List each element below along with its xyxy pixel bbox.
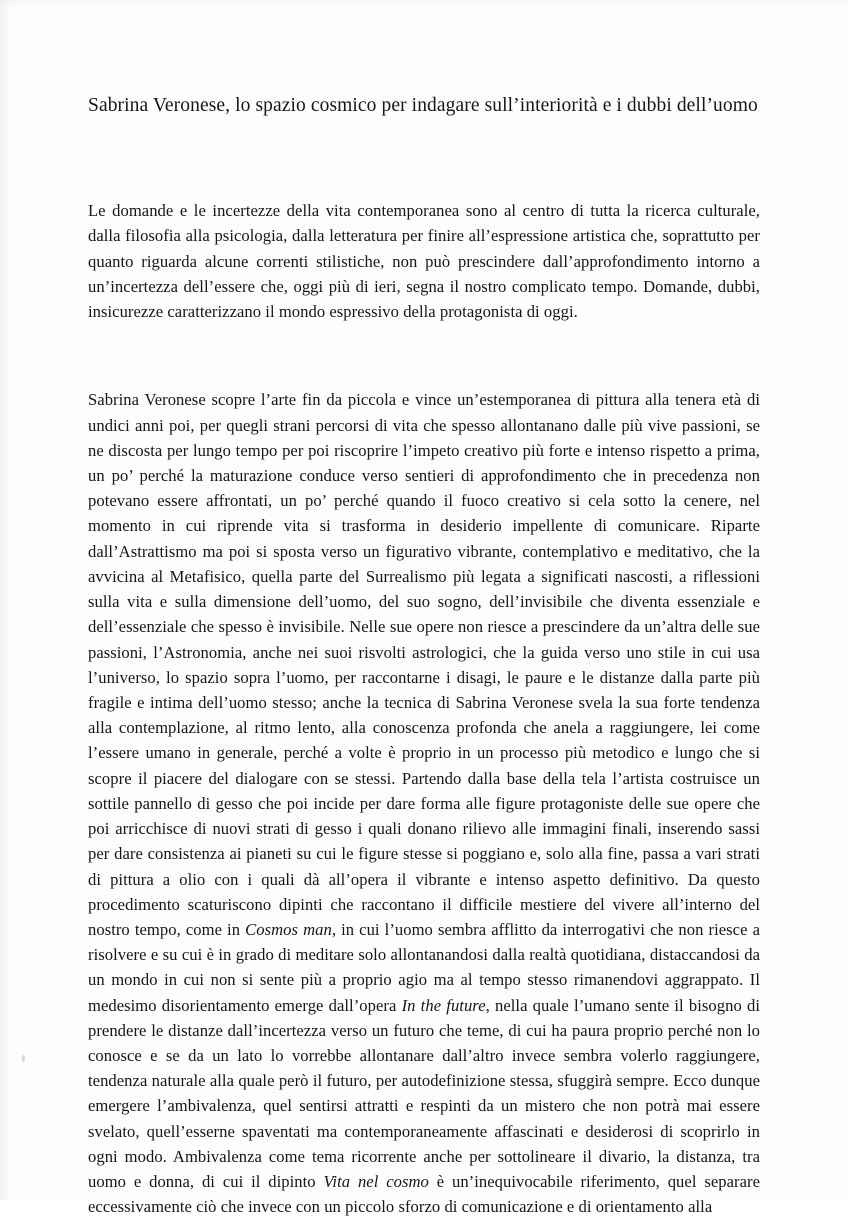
- page-title: Sabrina Veronese, lo spazio cosmico per indagare sull’interiorità e i dubbi dell’uomo: [88, 95, 758, 116]
- artwork-title-in-the-future: In the future: [401, 995, 486, 1015]
- scan-speck: [22, 1055, 25, 1062]
- page-edge-shadow-left: [0, 0, 10, 1200]
- page-edge-shadow-top: [0, 0, 848, 8]
- body-text-segment-2: , in cui l’uomo sembra afflitto da interrogativi che non riesce a risolvere e su cui è in grado di meditare solo allontanandosi dalla realtà quotidiana, distaccandosi da un mondo in cui non si sente più a proprio agio ma al tempo stesso rimanendovi aggrappato. Il medesimo disorientamento emerge dall’opera: [88, 919, 760, 1015]
- intro-paragraph: Le domande e le incertezze della vita contemporanea sono al centro di tutta la ricerca culturale, dalla filosofia alla psicologia, dalla letteratura per finire all’espressione artistica che, soprattutto per quanto riguarda alcune correnti stilistiche, non può prescindere dall’approfondimento intorno a un’incertezza dell’essere che, oggi più di ieri, segna il nostro complicato tempo. Domande, dubbi, insicurezze caratterizzano il mondo espressivo della protagonista di oggi.: [88, 201, 760, 322]
- artwork-title-vita-nel-cosmo: Vita nel cosmo: [323, 1172, 429, 1192]
- body-paragraph: [88, 387, 760, 1219]
- artwork-title-cosmos-man: Cosmos man: [245, 919, 332, 939]
- document-content: [88, 92, 760, 1220]
- body-text-segment-4: è un’inequivocabile riferimento, quel separare eccessivamente ciò che invece con un piccolo sforzo di comunicazione e di orientamento alla: [88, 1172, 760, 1217]
- body-text-segment-3: , nella quale l’umano sente il bisogno di prendere le distanze dall’incertezza verso un futuro che teme, di cui ha paura proprio perché non lo conosce e se da un lato lo vorrebbe allontanare dall’altro invece sembra volerlo raggiungere, tendenza naturale alla quale però il futuro, per autodefinizione stessa, sfuggirà sempre. Ecco dunque emergere l’ambivalenza, quel sentirsi attratti e respinti da un mistero che non potrà mai essere svelato, quell’esserne spaventati ma contemporaneamente affascinati e desiderosi di scoprirlo in ogni modo. Ambivalenza come tema ricorrente anche per sottolineare il divario, la distanza, tra uomo e donna, di cui il dipinto: [88, 995, 760, 1192]
- body-text-segment-1: Sabrina Veronese scopre l’arte fin da piccola e vince un’estemporanea di pittura alla tenera età di undici anni poi, per quegli strani percorsi di vita che spesso allontanano dalle più vive passioni, se ne discosta per lungo tempo per poi riscoprire l’impeto creativo più forte e intenso rispetto a prima, un po’ perché la maturazione conduce verso sentieri di approfondimento che in precedenza non potevano essere affrontati, un po’ perché quando il fuoco creativo si cela sotto la cenere, nel momento in cui riprende vita si trasforma in desiderio impellente di comunicare. Riparte dall’Astrattismo ma poi si sposta verso un figurativo vibrante, contemplativo e meditativo, che la avvicina al Metafisico, quella parte del Surrealismo più legata a significati nascosti, a riflessioni sulla vita e sulla dimensione dell’uomo, del suo sogno, dell’invisibile che diventa essenziale e dell’essenziale che spesso è invisibile. Nelle sue opere non riesce a prescindere da un’altra delle sue passioni, l’Astronomia, anche nei suoi risvolti astrologici, che la guida verso uno stile in cui usa l’universo, lo spazio sopra l’uomo, per raccontarne i disagi, le paure e le distanze dalla parte più fragile e intima dell’uomo stesso; anche la tecnica di Sabrina Veronese svela la sua forte tendenza alla contemplazione, al ritmo lento, alla conoscenza profonda che anela a raggiungere, lei come l’essere umano in generale, perché a volte è proprio in un processo più metodico e lungo che si scopre il piacere del dialogare con se stessi. Partendo dalla base della tela l’artista costruisce un sottile pannello di gesso che poi incide per dare forma alle figure protagoniste delle sue opere che poi arricchisce di nuovi strati di gesso i quali donano rilievo alle immagini finali, inserendo sassi per dare consistenza ai pianeti su cui le figure stesse si poggiano e, solo alla fine, passa a vari strati di pittura a olio con i quali dà all’opera il vibrante e intenso aspetto definitivo. Da questo procedimento scaturiscono dipinti che raccontano il difficile mestiere del vivere all’interno del nostro tempo, come in: [88, 390, 760, 939]
